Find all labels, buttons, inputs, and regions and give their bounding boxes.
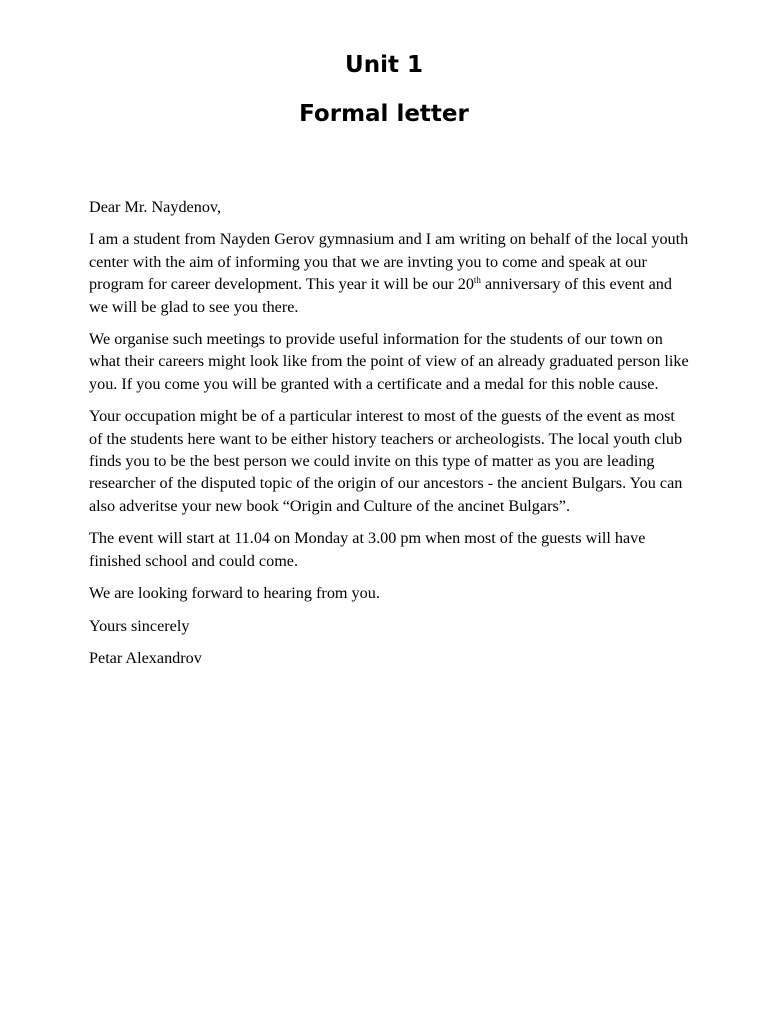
- document-title: Formal letter: [299, 101, 469, 127]
- unit-heading: Unit 1: [345, 52, 423, 78]
- letter-salutation: Dear Mr. Naydenov,: [89, 198, 222, 216]
- letter-closing: Yours sincerely: [89, 616, 190, 635]
- letter-paragraph-1: [89, 228, 689, 318]
- paragraph-1-text-end: anniversary of this event and we will be glad to see you there.: [89, 275, 672, 316]
- letter-paragraph-4: The event will start at 11.04 on Monday at 3.00 pm when most of the guests will have finished school and could come.: [89, 529, 646, 570]
- letter-paragraph-5: We are looking forward to hearing from you.: [89, 584, 380, 603]
- letter-body: [89, 196, 689, 679]
- paragraph-1-text: I am a student from Nayden Gerov gymnasium and I am writing on behalf of the local youth center with the aim of informing you that we are invting you to come and speak at our program for career development. This year it will be our 20: [89, 230, 689, 294]
- letter-paragraph-3: Your occupation might be of a particular interest to most of the guests of the event as most of the students here want to be either history teachers or archeologists. The local youth club finds you to be the best person we could invite on this type of matter as you are leading researcher of the disputed topic of the origin of our ancestors - the ancient Bulgars. You can also adveritse your new book “Origin and Culture of the ancinet Bulgars”.: [89, 407, 683, 515]
- letter-signature: Petar Alexandrov: [89, 648, 202, 667]
- ordinal-superscript: th: [473, 275, 481, 286]
- letter-paragraph-2: We organise such meetings to provide useful information for the students of our town on what their careers might look like from the point of view of an already graduated person like you. If you come you will be granted with a certificate and a medal for this noble cause.: [89, 330, 689, 393]
